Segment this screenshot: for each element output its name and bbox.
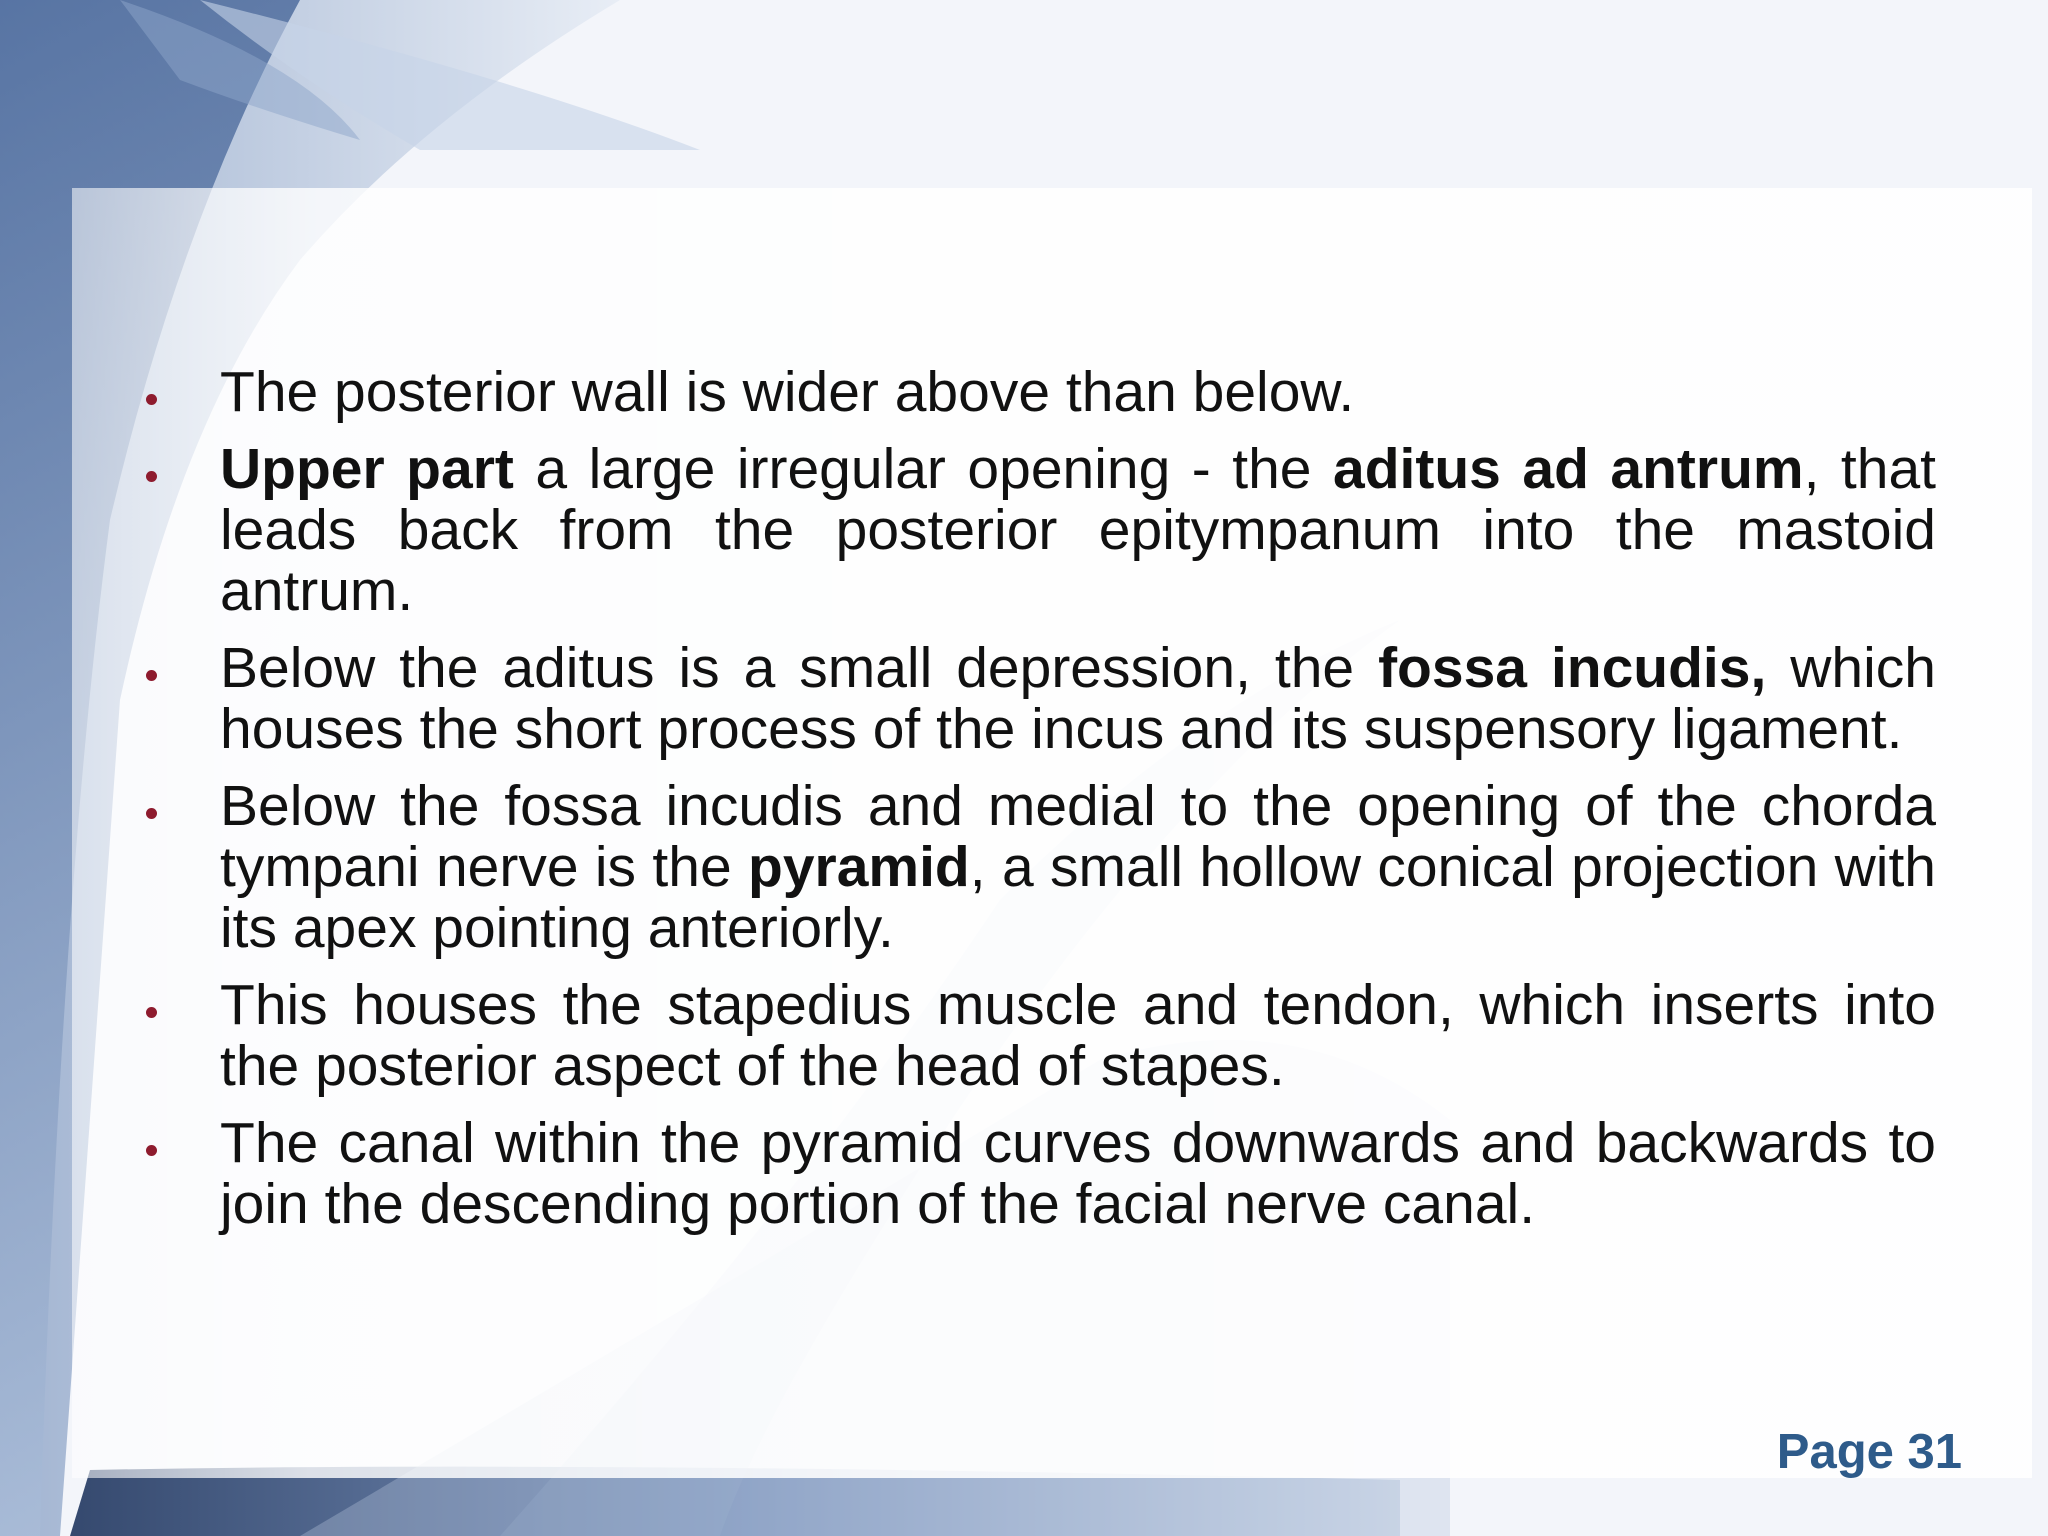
bullet-dot-icon xyxy=(146,1145,157,1156)
bullet-item xyxy=(146,638,1936,760)
bullet-list xyxy=(146,362,1936,1251)
bullet-dot-icon xyxy=(146,670,157,681)
bullet-text: which houses the short process of the incus and its suspensory ligament. xyxy=(220,636,1937,761)
bold-term: Upper part xyxy=(220,437,514,501)
bullet-text: , a small hollow conical projection with its apex pointing anteriorly. xyxy=(220,835,1936,960)
page-number: Page 31 xyxy=(1776,1425,1962,1479)
bullet-item xyxy=(146,362,1936,423)
bullet-text: , that leads back from the posterior epitympanum into the mastoid antrum. xyxy=(220,437,1937,623)
bullet-dot-icon xyxy=(146,1007,157,1018)
bullet-dot-icon xyxy=(146,394,157,405)
bullet-text: Below the fossa incudis and medial to the opening of the chorda tympani nerve is the xyxy=(220,774,1936,899)
bullet-text: The posterior wall is wider above than below. xyxy=(220,360,1355,424)
bullet-item xyxy=(146,1113,1936,1235)
bold-term: aditus ad antrum xyxy=(1333,437,1804,501)
bullet-item xyxy=(146,776,1936,959)
bullet-item xyxy=(146,439,1936,622)
bullet-text: This houses the stapedius muscle and tendon, which inserts into the posterior aspect of the head of stapes. xyxy=(220,973,1936,1098)
bold-term: pyramid xyxy=(748,835,970,899)
bullet-dot-icon xyxy=(146,471,157,482)
bullet-text: Below the aditus is a small depression, the xyxy=(220,636,1379,700)
bullet-text: The canal within the pyramid curves downwards and backwards to join the descending portion of the facial nerve canal. xyxy=(220,1111,1936,1236)
bullet-dot-icon xyxy=(146,808,157,819)
bullet-item xyxy=(146,975,1936,1097)
bold-term: fossa incudis, xyxy=(1378,636,1767,700)
bullet-text: a large irregular opening - the xyxy=(513,437,1334,501)
